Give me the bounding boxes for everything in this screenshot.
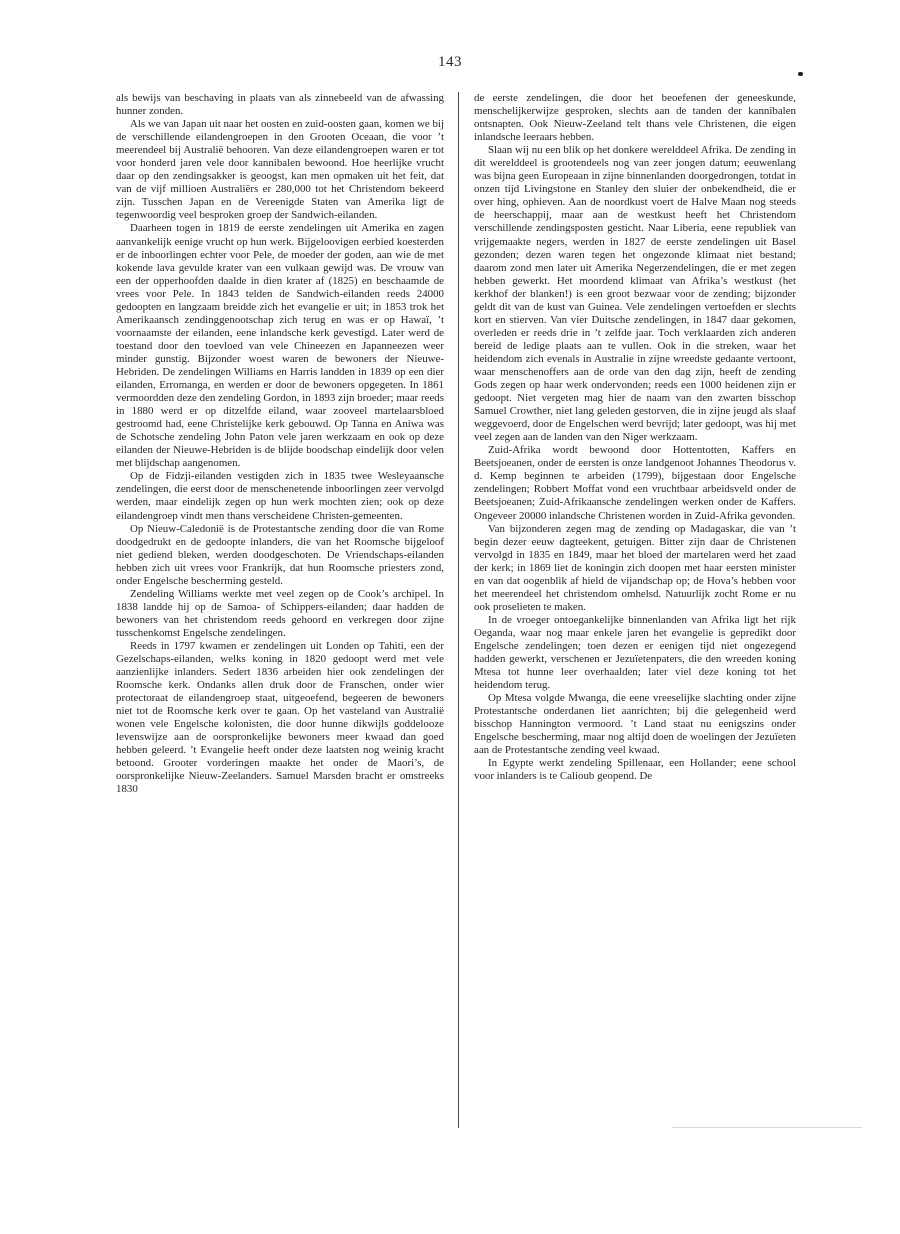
paragraph: Op Mtesa volgde Mwanga, die eene vreeselijke slachting onder zijne Protestantsche onderdanen liet aanrichten; bij die gelegenheid werd bisschop Hannington vermoord. ’t Land staat nu eenigszins onder Engelsche bescherming, maar nog altijd doen de woelingen der Jezuïeten aan de Protestantsche zending veel kwaad. [474, 692, 796, 757]
page-number: 143 [438, 54, 462, 70]
paragraph: Daarheen togen in 1819 de eerste zendelingen uit Amerika en zagen aanvankelijk eenige vrucht op hun werk. Bijgeloovigen eerbied koesterden er de inboorlingen echter voor Pele, de moeder der goden, aan wie de met kokende lava gevulde krater van een vulkaan gewijd was. De vrouw van een der opperhoofden daalde in dien krater af (1825) en beschaamde de vrees voor Pele. In 1843 telden de Sandwich-eilanden reeds 24000 gedoopten en langzaam breidde zich het evangelie er uit; in 1853 trok het Amerikaansch zendinggenootschap zich terug en was er op Hawaï, ’t voornaamste der eilanden, eene inlandsche kerk gevestigd. Later werd de toestand door den toevloed van vele Chineezen en Japanneezen weer minder gunstig. Bijzonder woest waren de bewoners der Nieuwe-Hebriden. De zendelingen Williams en Harris landden in 1839 op een dier eilanden, Erromanga, en werden er door de bewoners opgegeten. In 1861 vermoordden deze den zendeling Gordon, in 1893 zijn broeder; maar reeds in 1880 werd er op ditzelfde eiland, waar zooveel martelaarsbloed gestroomd had, eene Christelijke kerk gebouwd. Op Tanna en Aniwa was de Schotsche zendeling John Paton vele jaren werkzaam en ook op deze eilanden der Nieuwe-Hebriden is de blijde boodschap eindelijk door velen met blijdschap aangenomen. [116, 222, 444, 470]
paragraph: In Egypte werkt zendeling Spillenaar, een Hollander; eene school voor inlanders is te Calioub geopend. De [474, 757, 796, 783]
paragraph: Als we van Japan uit naar het oosten en zuid-oosten gaan, komen we bij de verschillende eilandengroepen in den Grooten Oceaan, die voor ’t meerendeel bij Australië behooren. Van deze eilandengroepen waren er tot voor honderd jaren vele door kannibalen bewoond. Hoe heerlijke vrucht daar op den zendingsakker is geoogst, kan men opmaken uit het feit, dat van de vijf millioen Australiërs er 280,000 tot het Christendom bekeerd zijn. Tusschen Japan en de Vereenigde Staten van Amerika ligt de tegenwoordig veel besproken groep der Sandwich-eilanden. [116, 118, 444, 222]
paragraph: In de vroeger ontoegankelijke binnenlanden van Afrika ligt het rijk Oeganda, waar nog maar enkele jaren het evangelie is gepredikt door Engelsche zendelingen; toen dezen er eenigen tijd niet ongezegend hadden gewerkt, verschenen er Jezuïetenpaters, die den wreeden koning Mtesa tot hunne leer overhaalden; later viel deze koning tot het heidendom terug. [474, 613, 796, 692]
paragraph: Zendeling Williams werkte met veel zegen op de Cook’s archipel. In 1838 landde hij op de Samoa- of Schippers-eilanden; daar hadden de bewoners van het christendom reeds gehoord en verkregen door zijne tusschenkomst Engelsche zendelingen. [116, 587, 444, 639]
paragraph: Van bijzonderen zegen mag de zending op Madagaskar, die van ’t begin dezer eeuw dagteekent, getuigen. Bitter zijn daar de Christenen vervolgd in 1835 en 1849, maar het bloed der martelaren werd het zaad der kerk; in 1869 liet de koningin zich doopen met haar eersten minister en van dat oogenblik af hield de vijandschap op; de Hova’s hebben voor het meerendeel het christendom omhelsd. Natuurlijk zocht Rome er nu ook proselieten te maken. [474, 522, 796, 613]
paragraph: Reeds in 1797 kwamen er zendelingen uit Londen op Tahiti, een der Gezelschaps-eilanden, welks koning in 1820 gedoopt werd met vele aanzienlijke inlanders. Sedert 1836 arbeiden hier ook zendelingen der Roomsche kerk. Ondanks allen druk door de Franschen, onder wier protectoraat de eilandengroep staat, uitgeoefend, begeeren de bewoners niet tot de Roomsche kerk over te gaan. Op het vasteland van Australië wonen vele Engelsche kolonisten, die door hunne dikwijls goddelooze levenswijze aan de oorspronkelijke bewoners meer kwaad dan goed hebben geleerd. ’t Evangelie heeft onder deze laatsten nog weinig kracht betoond. Grooter vorderingen maakte het onder de Maori’s, de oorspronkelijke Nieuw-Zeelanders. Samuel Marsden bracht er omstreeks 1830 [116, 639, 444, 796]
ink-dot [798, 72, 803, 76]
page-edge-line [672, 1127, 862, 1128]
paragraph: de eerste zendelingen, die door het beoefenen der geneeskunde, menschelijkerwijze gesproken, slechts aan de tanden der kannibalen ontsnapten. Ook Nieuw-Zeeland telt thans vele Christenen, die eigen inlandsche leeraars hebben. [474, 92, 796, 144]
paragraph: Op de Fidzji-eilanden vestigden zich in 1835 twee Wesleyaansche zendelingen, die eerst door de menschenetende inboorlingen zeer vervolgd werden, maar eindelijk zegen op hun werk mochten zien; ook op deze eilandengroep vindt men thans verscheidene Christen-gemeenten. [116, 470, 444, 522]
paragraph: als bewijs van beschaving in plaats van als zinnebeeld van de afwassing hunner zonden. [116, 92, 444, 118]
left-column [116, 92, 444, 797]
paragraph: Slaan wij nu een blik op het donkere werelddeel Afrika. De zending in dit werelddeel is grootendeels nog van zeer jongen datum; eeuwenlang was bijna geen Europeaan in zijne binnenlanden doorgedrongen, totdat in onzen tijd Livingstone en Stanley den sluier der onbekendheid, die er over hing, ophieven. Aan de noordkust voert de Halve Maan nog steeds de heerschappij, maar aan de westkust heeft het Christendom verschillende zendingsposten gesticht. Naar Liberia, eene republiek van vrijgemaakte negers, werden in 1827 de eerste zendelingen uit Basel gezonden; dezen waren tegen het ongezonde klimaat niet bestand; daarom zond men later uit Amerika Negerzendelingen, die er met zegen hebben gewerkt. Het moordend klimaat van Afrika’s westkust (het kerkhof der blanken!) is een groot bezwaar voor de zending; bijzonder geldt dit van de kust van Guinea. Vele zendelingen vertoefden er slechts kort en stierven. Van vier Duitsche zendelingen, in 1847 daar gekomen, overleden er reeds drie in ’t zelfde jaar. Toch verklaarden zich anderen bereid de ledige plaats aan te vullen. Ook in die streken, waar het heidendom zich evenals in Australie in zijne wreedste gedaante vertoont, waar menschenoffers aan de orde van den dag zijn, heeft de zending Gods zegen op haar werk ondervonden; reeds een 1000 heidenen zijn er gedoopt. Niet vergeten mag hier de naam van den zwarten bisschop Samuel Crowther, niet lang geleden gestorven, die in zijne jeugd als slaaf weggevoerd, door de Engelschen werd bevrijd; later gedoopt, was hij met veel zegen aan de landen van den Niger werkzaam. [474, 144, 796, 444]
column-divider [458, 92, 459, 1128]
paragraph: Op Nieuw-Caledonië is de Protestantsche zending door die van Rome doodgedrukt en de gedoopte inlanders, die van het Roomsche bijgeloof niet gediend bleken, werden doodgeschoten. De Vriendschaps-eilanden hebben zich uit vrees voor Frankrijk, dat hun Roomsche priesters zond, onder Engelsche bescherming gesteld. [116, 522, 444, 587]
right-column [474, 92, 796, 783]
paragraph: Zuid-Afrika wordt bewoond door Hottentotten, Kaffers en Beetsjoeanen, onder de eersten is onze landgenoot Johannes Theodorus v. d. Kemp beginnen te arbeiden (1799), bijgestaan door Engelsche zendelingen; Robbert Moffat vond een vruchtbaar arbeidsveld onder de Beetsjoeanen; Zuid-Afrikaansche zendelingen werken onder de Kaffers. Ongeveer 20000 inlandsche Christenen worden in Zuid-Afrika gevonden. [474, 444, 796, 522]
